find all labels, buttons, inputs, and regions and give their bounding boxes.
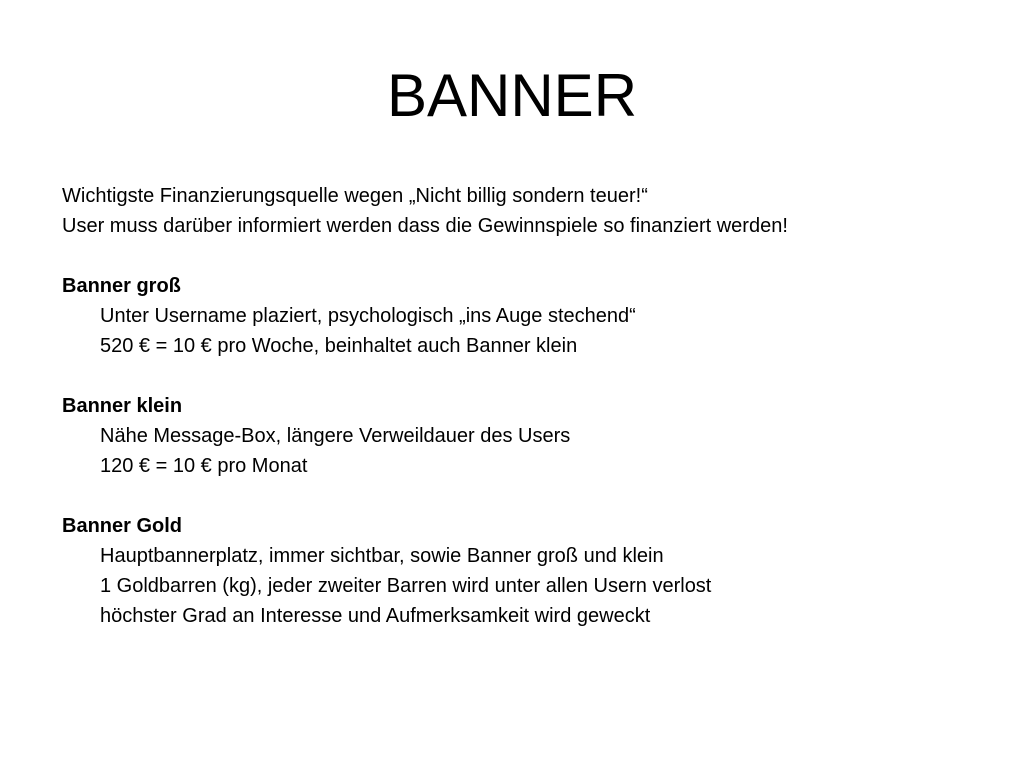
section-item: 120 € = 10 € pro Monat [100, 455, 308, 477]
section-item: Nähe Message-Box, längere Verweildauer des Users [100, 425, 571, 447]
slide-body [62, 181, 1002, 631]
section-heading-banner-gross: Banner groß [62, 275, 181, 297]
section-heading-banner-gold: Banner Gold [62, 515, 183, 537]
section-heading-banner-klein: Banner klein [62, 395, 183, 417]
intro-line: User muss darüber informiert werden dass die Gewinnspiele so finanziert werden! [62, 215, 788, 237]
section-item: 1 Goldbarren (kg), jeder zweiter Barren wird unter allen Usern verlost [100, 575, 712, 597]
section-item: Hauptbannerplatz, immer sichtbar, sowie Banner groß und klein [100, 545, 664, 567]
spacer [62, 241, 1002, 271]
intro-line: Wichtigste Finanzierungsquelle wegen „Nicht billig sondern teuer!“ [62, 185, 648, 207]
spacer [62, 481, 1002, 511]
slide-title: BANNER [386, 62, 638, 129]
section-item: höchster Grad an Interesse und Aufmerksamkeit wird geweckt [100, 605, 651, 627]
section-item: 520 € = 10 € pro Woche, beinhaltet auch Banner klein [100, 335, 578, 357]
spacer [62, 361, 1002, 391]
section-item: Unter Username plaziert, psychologisch „ins Auge stechend“ [100, 305, 636, 327]
